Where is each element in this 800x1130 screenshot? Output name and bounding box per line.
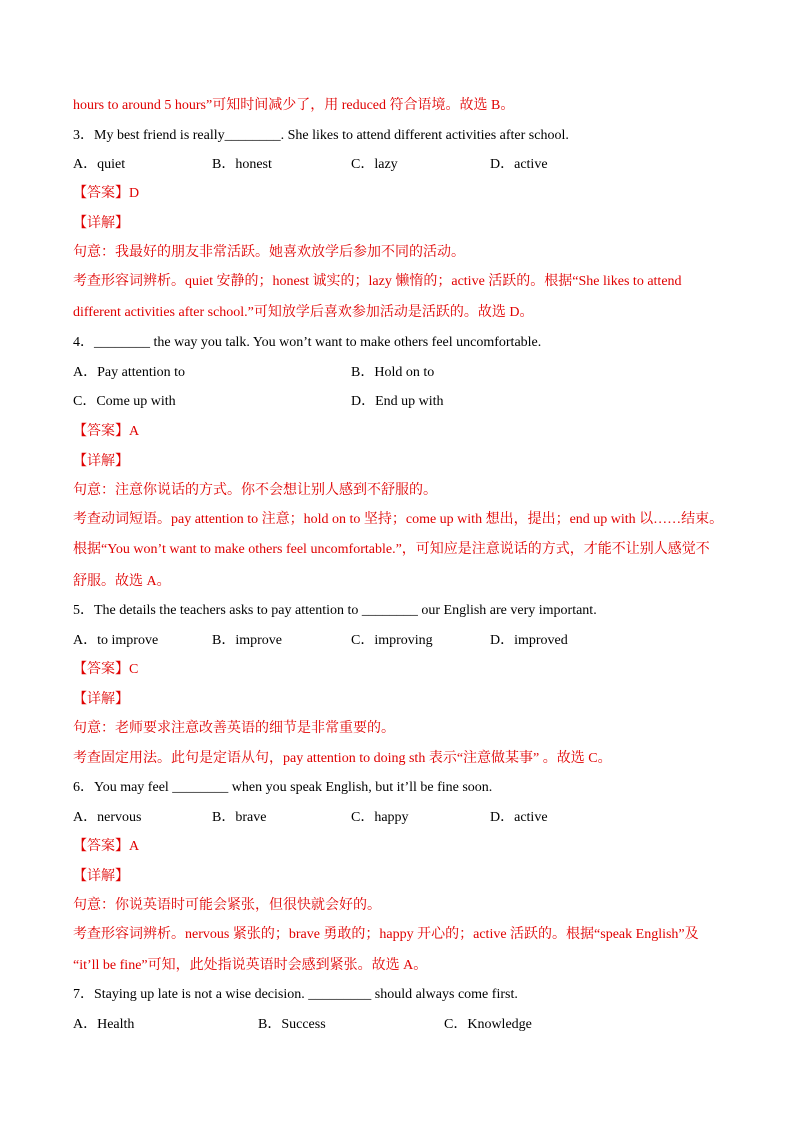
q6-meaning: 句意：你说英语时可能会紧张，但很快就会好的。	[73, 898, 381, 913]
q5-option-b: B．improve	[212, 633, 282, 648]
q6-option-c: C．happy	[351, 810, 409, 825]
q3-explanation-2: different activities after school.”可知放学后喜欢参加活动是活跃的。故选 D。	[73, 305, 534, 320]
q3-detail-label: 【详解】	[73, 216, 129, 231]
q3-option-d: D．active	[490, 157, 548, 172]
q5-explanation-1: 考查固定用法。此句是定语从句，pay attention to doing sth 表示“注意做某事” 。故选 C。	[73, 751, 612, 766]
q6-detail-label: 【详解】	[73, 869, 129, 884]
q4-explanation-3: 舒服。故选 A。	[73, 574, 171, 589]
q5-option-c: C．improving	[351, 633, 433, 648]
question-6: 6．You may feel ________ when you speak English, but it’ll be fine soon.	[73, 780, 493, 795]
q4-option-a: A．Pay attention to	[73, 365, 185, 380]
q4-detail-label: 【详解】	[73, 454, 129, 469]
q6-option-d: D．active	[490, 810, 548, 825]
q6-explanation-2: “it’ll be fine”可知，此处指说英语时会感到紧张。故选 A。	[73, 958, 428, 973]
q4-explanation-2: 根据“You won’t want to make others feel uncomfortable.”，可知应是注意说话的方式，才能不让别人感觉不	[73, 542, 710, 557]
q3-answer: 【答案】D	[73, 186, 140, 201]
question-7: 7．Staying up late is not a wise decision. _________ should always come first.	[73, 987, 518, 1002]
q4-option-b: B．Hold on to	[351, 365, 435, 380]
q4-meaning: 句意：注意你说话的方式。你不会想让别人感到不舒服的。	[73, 483, 437, 498]
q3-explanation-1: 考查形容词辨析。quiet 安静的；honest 诚实的；lazy 懒惰的；active 活跃的。根据“She likes to attend	[73, 274, 682, 289]
q6-explanation-1: 考查形容词辨析。nervous 紧张的；brave 勇敢的；happy 开心的；active 活跃的。根据“speak English”及	[73, 927, 699, 942]
q3-option-b: B．honest	[212, 157, 272, 172]
q5-option-d: D．improved	[490, 633, 568, 648]
q6-option-a: A．nervous	[73, 810, 142, 825]
q4-option-d: D．End up with	[351, 394, 444, 409]
q7-option-c: C．Knowledge	[444, 1017, 532, 1032]
q7-option-b: B．Success	[258, 1017, 326, 1032]
q5-answer: 【答案】C	[73, 662, 139, 677]
question-3: 3．My best friend is really________. She likes to attend different activities after school.	[73, 128, 569, 143]
q4-answer: 【答案】A	[73, 424, 140, 439]
q3-meaning: 句意：我最好的朋友非常活跃。她喜欢放学后参加不同的活动。	[73, 245, 465, 260]
q3-option-a: A．quiet	[73, 157, 126, 172]
question-4: 4．________ the way you talk. You won’t want to make others feel uncomfortable.	[73, 335, 542, 350]
q3-option-c: C．lazy	[351, 157, 398, 172]
q5-option-a: A．to improve	[73, 633, 159, 648]
q5-meaning: 句意：老师要求注意改善英语的细节是非常重要的。	[73, 721, 395, 736]
q4-option-c: C．Come up with	[73, 394, 176, 409]
q5-detail-label: 【详解】	[73, 692, 129, 707]
q6-option-b: B．brave	[212, 810, 267, 825]
question-5: 5．The details the teachers asks to pay attention to ________ our English are very important.	[73, 603, 597, 618]
q4-explanation-1: 考查动词短语。pay attention to 注意；hold on to 坚持；come up with 想出，提出；end up with 以……结束。	[73, 512, 724, 527]
top-explanation: hours to around 5 hours”可知时间减少了，用 reduced 符合语境。故选 B。	[73, 98, 515, 113]
q6-answer: 【答案】A	[73, 839, 140, 854]
q7-option-a: A．Health	[73, 1017, 135, 1032]
